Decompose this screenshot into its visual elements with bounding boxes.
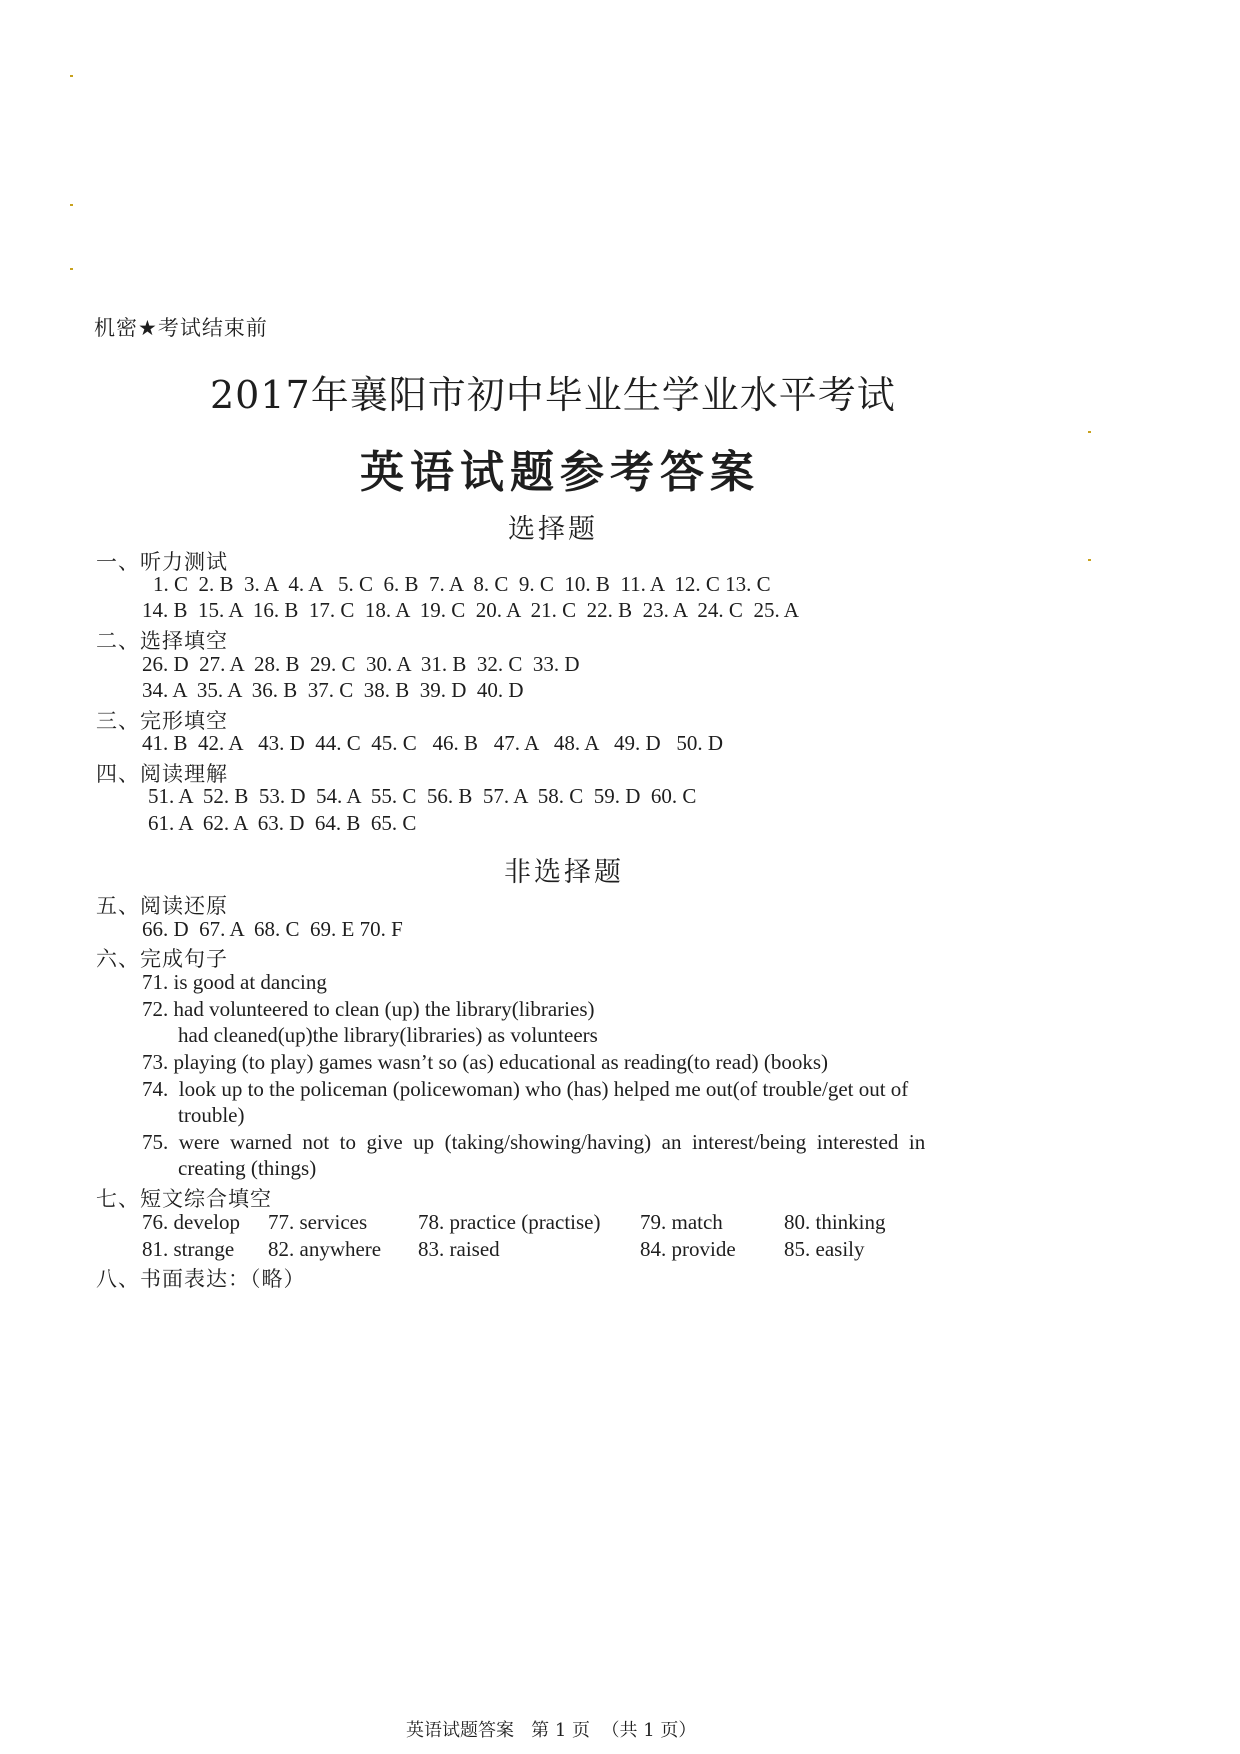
- answer-line: 14. B 15. A 16. B 17. C 18. A 19. C 20. A 21. C 22. B 23. A 24. C 25. A: [142, 598, 799, 622]
- answer-cell: 81. strange: [142, 1237, 235, 1261]
- answer-line: 73. playing (to play) games wasn’t so (as) educational as reading(to read) (books): [142, 1050, 828, 1074]
- scan-speck: [70, 75, 73, 77]
- section-reading-restore-label: 五、阅读还原: [96, 894, 228, 918]
- answer-cell: 78. practice (practise): [418, 1210, 601, 1234]
- answer-line: 75. were warned not to give up (taking/showing/having) an interest/being interested in: [142, 1130, 926, 1154]
- answer-line: 41. B 42. A 43. D 44. C 45. C 46. B 47. A 48. A 49. D 50. D: [142, 731, 724, 755]
- classification-label: 机密★考试结束前: [94, 316, 268, 340]
- answer-line: 61. A 62. A 63. D 64. B 65. C: [148, 811, 417, 835]
- answer-line: had cleaned(up)the library(libraries) as volunteers: [178, 1023, 598, 1047]
- answer-line: 66. D 67. A 68. C 69. E 70. F: [142, 917, 403, 941]
- section-cloze-label: 三、完形填空: [96, 709, 228, 733]
- answer-cell: 83. raised: [418, 1237, 500, 1261]
- answer-cell: 79. match: [640, 1210, 723, 1234]
- answer-line: 34. A 35. A 36. B 37. C 38. B 39. D 40. D: [142, 678, 524, 702]
- scan-speck: [1088, 559, 1091, 561]
- answer-cell: 77. services: [268, 1210, 368, 1234]
- answer-line: 72. had volunteered to clean (up) the library(libraries): [142, 997, 595, 1021]
- answer-cell: 84. provide: [640, 1237, 736, 1261]
- scan-speck: [70, 268, 73, 270]
- section-reading-label: 四、阅读理解: [96, 762, 228, 786]
- answer-cell: 82. anywhere: [268, 1237, 382, 1261]
- answer-line: 26. D 27. A 28. B 29. C 30. A 31. B 32. C 33. D: [142, 652, 580, 676]
- answer-line: creating (things): [178, 1156, 317, 1180]
- document-title: 英语试题参考答案: [360, 447, 760, 498]
- section-complete-sentences-label: 六、完成句子: [96, 947, 228, 971]
- section-listening-label: 一、听力测试: [96, 550, 228, 574]
- answer-cell: 85. easily: [784, 1237, 865, 1261]
- section-multiple-choice-label: 二、选择填空: [96, 629, 228, 653]
- answer-line: 51. A 52. B 53. D 54. A 55. C 56. B 57. A 58. C 59. D 60. C: [148, 784, 697, 808]
- section-writing-label: 八、书面表达：（略）: [96, 1267, 306, 1291]
- scan-speck: [1088, 431, 1091, 433]
- answer-line: trouble): [178, 1103, 245, 1127]
- exam-title: 2017年襄阳市初中毕业生学业水平考试: [210, 373, 896, 417]
- answer-line: 71. is good at dancing: [142, 970, 327, 994]
- page-footer: 英语试题答案 第 1 页 （共 1 页）: [406, 1720, 697, 1741]
- answer-cell: 76. develop: [142, 1210, 240, 1234]
- answer-cell: 80. thinking: [784, 1210, 886, 1234]
- scan-speck: [70, 204, 73, 206]
- answer-line: 74. look up to the policeman (policewoman) who (has) helped me out(of trouble/get out of: [142, 1077, 909, 1101]
- answer-line: 1. C 2. B 3. A 4. A 5. C 6. B 7. A 8. C 9. C 10. B 11. A 12. C 13. C: [153, 572, 771, 596]
- choice-heading: 选择题: [508, 514, 598, 545]
- section-passage-fill-label: 七、短文综合填空: [96, 1187, 272, 1211]
- nonchoice-heading: 非选择题: [504, 857, 624, 888]
